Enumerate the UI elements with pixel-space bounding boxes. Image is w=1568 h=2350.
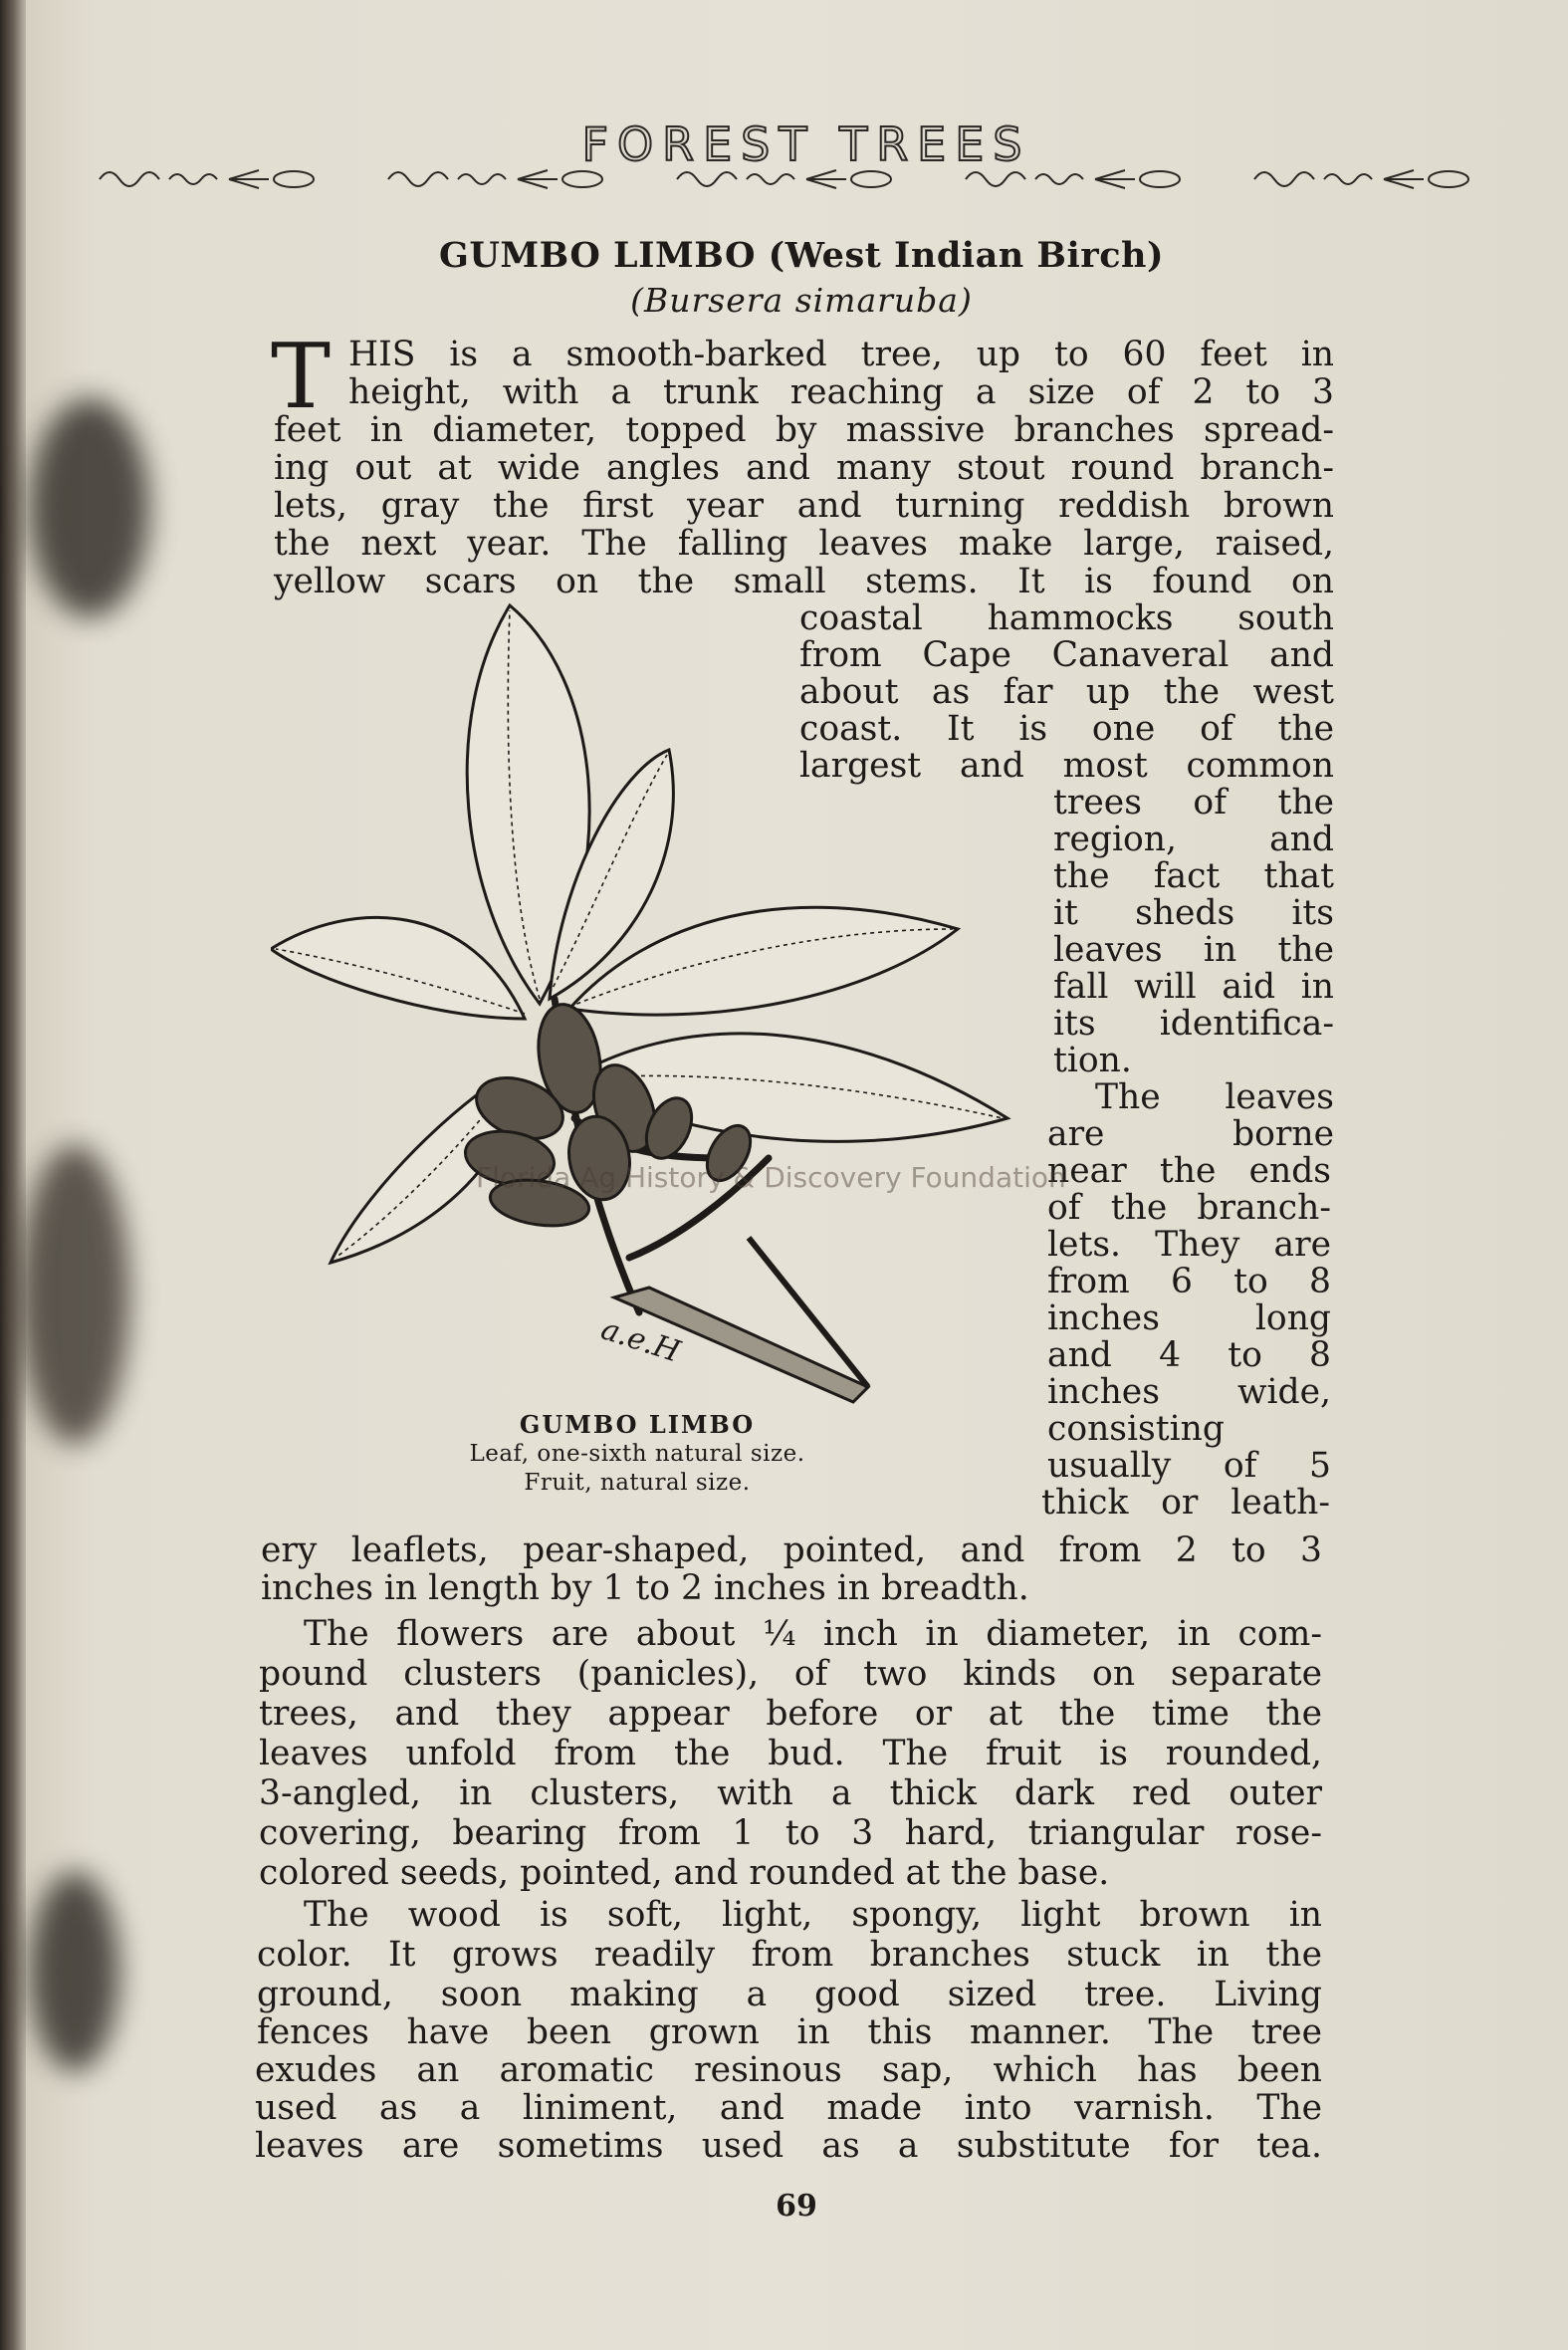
text-line: of the branch- bbox=[1047, 1188, 1331, 1228]
text-line: from 6 to 8 bbox=[1047, 1262, 1331, 1301]
text-line: fall will aid in bbox=[1053, 967, 1334, 1007]
age-stain bbox=[30, 1872, 119, 2071]
text-line: usually of 5 bbox=[1047, 1446, 1331, 1486]
text-line: from Cape Canaveral and bbox=[799, 635, 1334, 675]
text-line: colored seeds, pointed, and rounded at the base. bbox=[259, 1853, 1110, 1893]
running-head: FOREST TREES bbox=[581, 118, 1031, 171]
text-line: it sheds its bbox=[1053, 893, 1334, 933]
drop-cap: T bbox=[271, 325, 332, 429]
text-line: leaves unfold from the bud. The fruit is rounded, bbox=[259, 1734, 1322, 1773]
text-line: ground, soon making a good sized tree. Living bbox=[257, 1975, 1322, 2014]
scientific-name: (Bursera simaruba) bbox=[630, 281, 973, 320]
figure-caption-line: Fruit, natural size. bbox=[524, 1470, 751, 1496]
text-line: coast. It is one of the bbox=[799, 709, 1334, 749]
text-line: ery leaflets, pear-shaped, pointed, and from 2 to 3 bbox=[261, 1530, 1322, 1570]
text-line: 3-angled, in clusters, with a thick dark red outer bbox=[259, 1773, 1322, 1813]
text-line: exudes an aromatic resinous sap, which has been bbox=[255, 2050, 1322, 2090]
text-line: The flowers are about ¼ inch in diameter, in com- bbox=[304, 1614, 1322, 1654]
text-line: ing out at wide angles and many stout round branch- bbox=[274, 448, 1334, 488]
text-line: pound clusters (panicles), of two kinds on separate bbox=[259, 1654, 1322, 1694]
text-line: color. It grows readily from branches stuck in the bbox=[257, 1935, 1322, 1975]
figure-caption-line: Leaf, one-sixth natural size. bbox=[469, 1441, 805, 1467]
text-line: lets, gray the first year and turning reddish brown bbox=[274, 486, 1334, 526]
page-number: 69 bbox=[776, 2189, 817, 2224]
decorative-border-ornament bbox=[95, 159, 1558, 199]
text-line: tion. bbox=[1053, 1041, 1132, 1080]
watermark: Florida Ag History & Discovery Foundation bbox=[476, 1161, 1066, 1194]
text-line: its identifica- bbox=[1053, 1004, 1334, 1044]
gumbo-limbo-illustration bbox=[271, 600, 1027, 1417]
text-line: lets. They are bbox=[1047, 1225, 1331, 1265]
age-stain bbox=[30, 398, 149, 617]
text-line: inches in length by 1 to 2 inches in breadth. bbox=[261, 1568, 1029, 1608]
artist-initials: a.e.H bbox=[596, 1311, 685, 1370]
text-line: largest and most common bbox=[799, 746, 1334, 786]
text-line: the next year. The falling leaves make large, raised, bbox=[274, 524, 1334, 564]
text-line: yellow scars on the small stems. It is found on bbox=[274, 562, 1334, 601]
age-stain bbox=[20, 1145, 129, 1444]
text-line: inches wide, bbox=[1047, 1372, 1331, 1412]
book-binding-edge bbox=[0, 0, 26, 2350]
text-line: The wood is soft, light, spongy, light brown in bbox=[304, 1895, 1322, 1935]
text-line: are borne bbox=[1047, 1114, 1334, 1154]
text-line: covering, bearing from 1 to 3 hard, triangular rose- bbox=[259, 1813, 1322, 1853]
text-line: coastal hammocks south bbox=[799, 598, 1334, 638]
text-line: region, and bbox=[1053, 820, 1334, 859]
text-line: height, with a trunk reaching a size of 2 to 3 bbox=[348, 372, 1334, 412]
article-title: GUMBO LIMBO (West Indian Birch) bbox=[438, 235, 1165, 276]
text-line: The leaves bbox=[1095, 1077, 1334, 1117]
text-line: consisting bbox=[1047, 1409, 1225, 1449]
text-line: near the ends bbox=[1047, 1151, 1331, 1191]
text-line: leaves in the bbox=[1053, 930, 1334, 970]
text-line: trees, and they appear before or at the time the bbox=[259, 1694, 1322, 1734]
text-line: the fact that bbox=[1053, 856, 1334, 896]
text-line: about as far up the west bbox=[799, 672, 1334, 712]
figure-caption-title: GUMBO LIMBO bbox=[519, 1410, 756, 1439]
text-line: and 4 to 8 bbox=[1047, 1335, 1331, 1375]
text-line: HIS is a smooth-barked tree, up to 60 feet in bbox=[348, 335, 1334, 374]
text-line: leaves are sometims used as a substitute for tea. bbox=[255, 2126, 1322, 2166]
text-line: fences have been grown in this manner. The tree bbox=[257, 2012, 1322, 2052]
text-line: inches long bbox=[1047, 1298, 1331, 1338]
text-line: used as a liniment, and made into varnish. The bbox=[255, 2088, 1322, 2128]
text-line: thick or leath- bbox=[1041, 1483, 1330, 1523]
text-line: trees of the bbox=[1053, 783, 1334, 822]
text-line: feet in diameter, topped by massive branches spread- bbox=[274, 410, 1334, 450]
